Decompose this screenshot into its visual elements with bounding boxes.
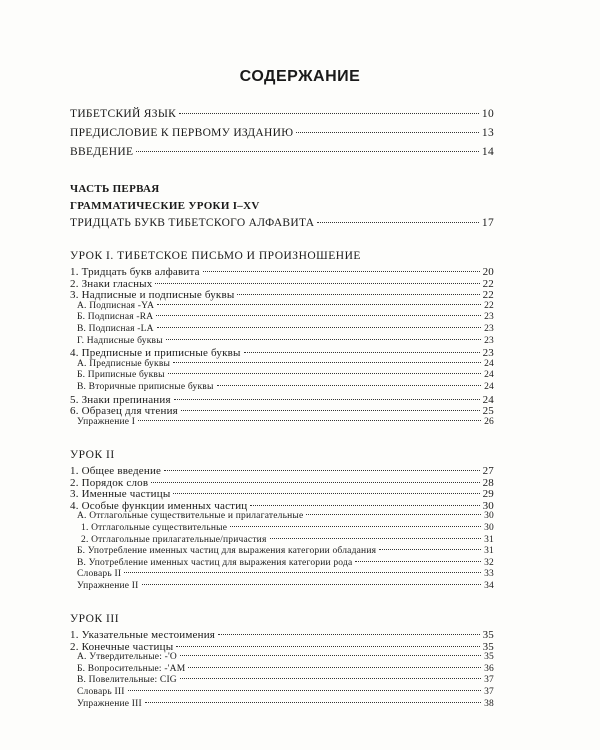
dot-leader — [379, 549, 481, 550]
dot-leader — [142, 584, 482, 585]
toc-entry-page: 31 — [484, 546, 494, 557]
toc-entry-page: 20 — [482, 266, 494, 278]
dot-leader — [217, 385, 482, 386]
toc-entry[interactable] — [77, 382, 494, 392]
toc-entry-label: 4. Предписные и приписные буквы — [70, 347, 241, 360]
toc-entry[interactable] — [77, 581, 494, 591]
dot-leader — [188, 667, 481, 668]
toc-entry[interactable] — [77, 359, 494, 369]
toc-entry-page: 17 — [481, 217, 494, 229]
dot-leader — [124, 572, 481, 573]
toc-entry[interactable] — [77, 652, 494, 662]
toc-entry[interactable] — [77, 675, 494, 685]
dot-leader — [164, 470, 479, 471]
toc-entry-page: 33 — [484, 569, 494, 580]
lesson-heading: УРОК I. ТИБЕТСКОЕ ПИСЬМО И ПРОИЗНОШЕНИЕ — [70, 250, 361, 262]
toc-entry-page: 14 — [481, 146, 494, 158]
toc-entry-label: 2. Конечные частицы — [70, 640, 174, 653]
toc-entry-label: 3. Надписные и подписные буквы — [70, 289, 235, 302]
toc-entry[interactable] — [77, 370, 494, 380]
toc-entry-label: 1. Отглагольные существительные — [81, 523, 228, 533]
lesson-heading: УРОК II — [70, 449, 115, 461]
toc-entry[interactable] — [77, 511, 494, 521]
toc-entry[interactable] — [77, 687, 494, 697]
dot-leader — [180, 678, 481, 679]
toc-entry-page: 37 — [484, 675, 494, 686]
toc-entry-label: Упражнение I — [77, 416, 136, 427]
toc-entry-label: 6. Образец для чтения — [70, 405, 178, 418]
toc-entry[interactable] — [70, 108, 494, 120]
toc-entry-page: 24 — [484, 358, 494, 369]
toc-entry-label: ВВЕДЕНИЕ — [70, 146, 134, 158]
dot-leader — [317, 222, 479, 223]
toc-entry-label: А. Отглагольные существительные и прилагательные — [77, 511, 304, 522]
toc-entry[interactable] — [77, 546, 494, 556]
dot-leader — [145, 702, 481, 703]
toc-entry-label: 5. Знаки препинания — [70, 393, 171, 406]
toc-entry-label: Б. Вопросительные: -'AM — [77, 663, 186, 674]
toc-entry[interactable] — [77, 569, 494, 579]
toc-entry[interactable] — [70, 405, 494, 417]
toc-entry-label: 4. Особые функции именных частиц — [70, 499, 248, 512]
toc-entry-page: 32 — [484, 557, 494, 568]
toc-entry-label: А. Утвердительные: -'O — [77, 652, 177, 663]
toc-entry-page: 35 — [482, 640, 494, 653]
toc-entry-page: 23 — [484, 312, 494, 323]
dot-leader — [151, 482, 479, 483]
dot-leader — [138, 420, 481, 421]
toc-entry[interactable] — [70, 500, 494, 512]
dot-leader — [218, 634, 480, 635]
dot-leader — [157, 304, 481, 305]
toc-entry-label: 2. Знаки гласных — [70, 277, 153, 290]
toc-entry[interactable] — [70, 394, 494, 406]
toc-entry-page: 30 — [482, 499, 494, 512]
dot-leader — [179, 113, 479, 114]
dot-leader — [157, 327, 481, 328]
toc-entry-label: 3. Именные частицы — [70, 488, 171, 501]
toc-entry-page: 23 — [484, 324, 494, 334]
toc-entry-page: 22 — [484, 300, 494, 311]
toc-entry[interactable] — [70, 289, 494, 301]
toc-entry[interactable] — [77, 558, 494, 568]
dot-leader — [173, 362, 481, 363]
toc-entry-label: В. Повелительные: CIG — [77, 675, 177, 686]
toc-entry-label: А. Предписные буквы — [77, 358, 171, 369]
part-heading: ЧАСТЬ ПЕРВАЯ — [70, 183, 160, 195]
dot-leader — [156, 315, 481, 316]
dot-leader — [270, 538, 482, 539]
toc-entry-label: В. Подписная -LA — [77, 324, 154, 334]
toc-entry-label: Г. Надписные буквы — [77, 335, 163, 346]
toc-entry-label: Словарь II — [77, 569, 122, 580]
toc-entry-page: 38 — [484, 698, 494, 709]
dot-leader — [176, 646, 479, 647]
dot-leader — [173, 493, 479, 494]
toc-entry-page: 24 — [484, 370, 494, 381]
dot-leader — [168, 373, 481, 374]
toc-entry-label: Упражнение III — [77, 698, 142, 709]
toc-entry-page: 25 — [482, 405, 494, 418]
dot-leader — [166, 339, 481, 340]
toc-entry[interactable] — [81, 523, 494, 533]
toc-entry-page: 13 — [481, 127, 494, 139]
dot-leader — [296, 132, 479, 133]
toc-entry-page: 28 — [482, 476, 494, 489]
toc-entry[interactable] — [77, 417, 494, 427]
toc-entry-page: 22 — [482, 277, 494, 290]
dot-leader — [181, 410, 480, 411]
toc-entry-page: 34 — [484, 581, 494, 591]
dot-leader — [174, 399, 480, 400]
page-title: СОДЕРЖАНИЕ — [239, 68, 361, 85]
toc-entry-label: А. Подписная -YA — [77, 300, 155, 311]
toc-entry[interactable] — [70, 465, 494, 477]
toc-entry-page: 10 — [481, 108, 494, 120]
toc-entry-label: ТРИДЦАТЬ БУКВ ТИБЕТСКОГО АЛФАВИТА — [70, 217, 315, 229]
toc-entry-label: ТИБЕТСКИЙ ЯЗЫК — [70, 108, 177, 120]
toc-entry-page: 24 — [482, 393, 494, 406]
toc-entry-page: 30 — [484, 523, 494, 533]
toc-entry[interactable] — [70, 266, 494, 278]
dot-leader — [203, 271, 480, 272]
toc-entry-label: ПРЕДИСЛОВИЕ К ПЕРВОМУ ИЗДАНИЮ — [70, 127, 294, 139]
dot-leader — [355, 561, 481, 562]
toc-entry[interactable] — [70, 146, 494, 158]
dot-leader — [250, 505, 479, 506]
toc-entry-page: 23 — [484, 335, 494, 346]
dot-leader — [306, 514, 481, 515]
toc-entry[interactable] — [77, 336, 494, 346]
toc-entry-label: 1. Общее введение — [70, 465, 162, 477]
toc-entry-label: 1. Тридцать букв алфавита — [70, 266, 200, 278]
toc-entry-label: 2. Порядок слов — [70, 476, 149, 489]
toc-entry[interactable] — [70, 347, 494, 359]
toc-entry-label: Словарь III — [77, 687, 125, 697]
toc-entry[interactable] — [77, 699, 494, 709]
toc-entry-page: 26 — [484, 416, 494, 427]
toc-entry-page: 24 — [484, 382, 494, 392]
dot-leader — [180, 655, 481, 656]
dot-leader — [155, 283, 479, 284]
toc-entry[interactable] — [70, 488, 494, 500]
toc-entry[interactable] — [77, 324, 494, 334]
toc-entry-label: 2. Отглагольные прилагательные/причастия — [81, 534, 267, 545]
toc-entry-label: В. Употребление именных частиц для выражения категории рода — [77, 557, 353, 568]
toc-entry[interactable] — [70, 217, 494, 229]
toc-entry-page: 35 — [482, 629, 494, 641]
dot-leader — [237, 294, 479, 295]
dot-leader — [230, 526, 481, 527]
toc-entry[interactable] — [81, 535, 494, 545]
toc-entry-label: Б. Употребление именных частиц для выражения категории обладания — [77, 546, 377, 557]
toc-entry-page: 29 — [482, 488, 494, 501]
toc-entry[interactable] — [70, 477, 494, 489]
toc-entry[interactable] — [77, 301, 494, 311]
toc-entry-label: Упражнение II — [77, 581, 139, 591]
toc-entry[interactable] — [77, 312, 494, 322]
toc-entry-page: 30 — [484, 511, 494, 522]
toc-entry-page: 36 — [484, 663, 494, 674]
toc-entry-label: 1. Указательные местоимения — [70, 629, 216, 641]
toc-entry-page: 31 — [484, 534, 494, 545]
part-subheading: ГРАММАТИЧЕСКИЕ УРОКИ I–XV — [70, 200, 260, 212]
dot-leader — [244, 352, 480, 353]
toc-entry[interactable] — [77, 664, 494, 674]
toc-entry-page: 37 — [484, 687, 494, 697]
toc-entry-page: 27 — [482, 465, 494, 477]
toc-entry[interactable] — [70, 127, 494, 139]
dot-leader — [136, 151, 479, 152]
toc-entry-label: Б. Подписная -RA — [77, 312, 154, 323]
toc-entry[interactable] — [70, 629, 494, 641]
dot-leader — [128, 690, 482, 691]
lesson-heading: УРОК III — [70, 613, 120, 625]
toc-entry-page: 35 — [484, 652, 494, 663]
toc-entry-label: В. Вторичные приписные буквы — [77, 382, 214, 392]
toc-entry-page: 22 — [482, 289, 494, 302]
toc-entry-label: Б. Приписные буквы — [77, 370, 165, 381]
toc-entry[interactable] — [70, 641, 494, 653]
toc-entry-page: 23 — [482, 347, 494, 360]
toc-entry[interactable] — [70, 278, 494, 290]
